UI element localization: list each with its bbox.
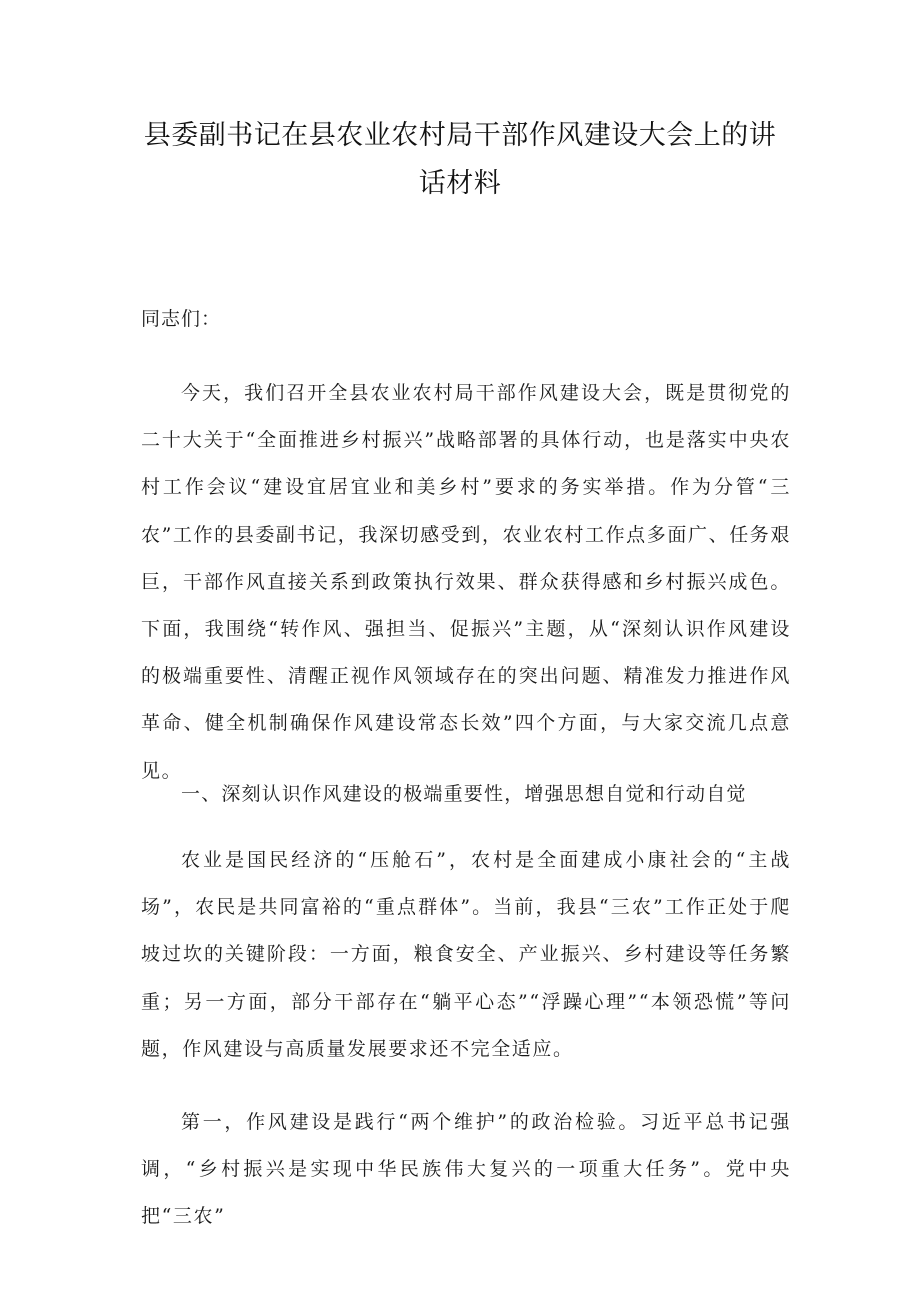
salutation: 同志们： — [141, 308, 222, 330]
document-title: 县委副书记在县农业农村局干部作风建设大会上的讲话材料 — [143, 120, 777, 199]
paragraph-intro: 今天，我们召开全县农业农村局干部作风建设大会，既是贯彻党的二十大关于“全面推进乡村振兴”战略部署的具体行动，也是落实中央农村工作会议“建设宜居宜业和美乡村”要求的务实举措。作为分管“三农”工作的县委副书记，我深切感受到，农业农村工作点多面广、任务艰巨，干部作风直接关系到政策执行效果、群众获得感和乡村振兴成色。下面，我围绕“转作风、强担当、促振兴”主题，从“深刻认识作风建设的极端重要性、清醒正视作风领域存在的突出问题、精准发力推进作风革命、健全机制确保作风建设常态长效”四个方面，与大家交流几点意见。 — [141, 382, 791, 782]
section-heading-1: 一、深刻认识作风建设的极端重要性，增强思想自觉和行动自觉 — [181, 783, 747, 805]
paragraph-point-1: 第一，作风建设是践行“两个维护”的政治检验。习近平总书记强调，“乡村振兴是实现中华民族伟大复兴的一项重大任务”。党中央把“三农” — [141, 1111, 791, 1228]
paragraph-section-1: 农业是国民经济的“压舱石”，农村是全面建成小康社会的“主战场”，农民是共同富裕的“重点群体”。当前，我县“三农”工作正处于爬坡过坎的关键阶段：一方面，粮食安全、产业振兴、乡村建设等任务繁重；另一方面，部分干部存在“躺平心态”“浮躁心理”“本领恐慌”等问题，作风建设与高质量发展要求还不完全适应。 — [141, 849, 791, 1060]
